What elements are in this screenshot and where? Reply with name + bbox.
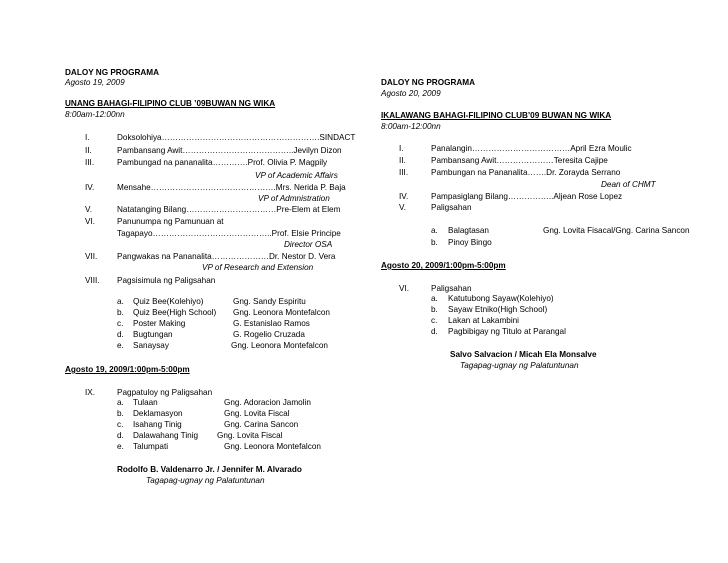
contest-name: Isahang Tinig bbox=[133, 420, 182, 429]
contest-name: Deklamasyon bbox=[133, 409, 183, 418]
program-item-continued: Tagapayo……………………………………..Prof. Elsie Principe bbox=[117, 229, 341, 238]
contest-letter: b. bbox=[117, 409, 124, 418]
program-item: Pagsisimula ng Paligsahan bbox=[117, 276, 216, 285]
contest-name: Dalawahang Tinig bbox=[133, 431, 199, 440]
contest-letter: c. bbox=[117, 319, 124, 328]
contest-judge: Gng. Leonora Montefalcon bbox=[233, 308, 330, 317]
program-item: Pangwakas na Pananalita…………………Dr. Nestor D. Vera bbox=[117, 252, 336, 261]
item-number: V. bbox=[85, 205, 92, 214]
program-item: Pambansang Awit…………………………………..Jevilyn Dizon bbox=[117, 146, 342, 155]
left-section-time: 8:00am-12:00nn bbox=[65, 110, 125, 119]
contest-judge: G. Rogelio Cruzada bbox=[233, 330, 305, 339]
contest-letter: d. bbox=[117, 330, 124, 339]
item-number: IV. bbox=[399, 192, 409, 201]
contest-letter: d. bbox=[117, 431, 124, 440]
contest-judge: Gng. Leonora Montefalcon bbox=[231, 341, 328, 350]
program-item: Paligsahan bbox=[431, 284, 472, 293]
item-number: II. bbox=[85, 146, 92, 155]
program-item: Panunumpa ng Pamunuan at bbox=[117, 217, 224, 226]
contest-name: Sanaysay bbox=[133, 341, 169, 350]
contest-letter: e. bbox=[117, 341, 124, 350]
program-item: Pambansang Awit…………………Teresita Cajipe bbox=[431, 156, 608, 165]
afternoon-title: Agosto 19, 2009/1:00pm-5:00pm bbox=[65, 365, 190, 374]
item-number: VI. bbox=[85, 217, 96, 226]
item-number: V. bbox=[399, 203, 406, 212]
contest-judge: Gng. Lovita Fisacal/Gng. Carina Sancon bbox=[543, 226, 690, 235]
contest-letter: b. bbox=[431, 305, 438, 314]
item-number: II. bbox=[399, 156, 406, 165]
program-item: Pambungad na pananalita………….Prof. Olivia P. Magpily bbox=[117, 158, 328, 167]
left-date: Agosto 19, 2009 bbox=[65, 78, 125, 87]
contest-letter: b. bbox=[431, 238, 438, 247]
left-title: DALOY NG PROGRAMA bbox=[65, 68, 160, 77]
item-number: VI. bbox=[399, 284, 410, 293]
item-number: I. bbox=[85, 133, 90, 142]
contest-judge: Gng. Sandy Espiritu bbox=[233, 297, 306, 306]
program-item: Paligsahan bbox=[431, 203, 472, 212]
contest-name: Pinoy Bingo bbox=[448, 238, 492, 247]
item-number: III. bbox=[85, 158, 95, 167]
contest-name: Tulaan bbox=[133, 398, 158, 407]
item-number: III. bbox=[399, 168, 409, 177]
item-number: VIII. bbox=[85, 276, 100, 285]
program-item: Panalangin………………………………April Ezra Moulic bbox=[431, 144, 632, 153]
item-number: I. bbox=[399, 144, 404, 153]
contest-name: Sayaw Etniko(High School) bbox=[448, 305, 548, 314]
program-item: Pampasiglang Bilang……………..Aljean Rose Lopez bbox=[431, 192, 623, 201]
right-hosts-role: Tagapag-ugnay ng Palatuntunan bbox=[460, 361, 579, 370]
contest-letter: a. bbox=[117, 297, 124, 306]
contest-letter: d. bbox=[431, 327, 438, 336]
contest-name: Poster Making bbox=[133, 319, 186, 328]
program-item: Natatanging Bilang……………………………Pre-Elem at Elem bbox=[117, 205, 341, 214]
contest-letter: c. bbox=[431, 316, 438, 325]
contest-name: Talumpati bbox=[133, 442, 169, 451]
right-section-title: IKALAWANG BAHAGI-FILIPINO CLUB’09 BUWAN NG WIKA bbox=[381, 111, 612, 120]
program-item: Mensahe……………………………………….Mrs. Nerida P. Baja bbox=[117, 183, 346, 192]
contest-name: Quiz Bee(Kolehiyo) bbox=[133, 297, 204, 306]
contest-judge: Gng. Leonora Montefalcon bbox=[224, 442, 321, 451]
speaker-role: VP of Admnistration bbox=[258, 194, 330, 203]
right-afternoon-title: Agosto 20, 2009/1:00pm-5:00pm bbox=[381, 261, 506, 270]
contest-name: Bugtungan bbox=[133, 330, 173, 339]
contest-letter: a. bbox=[431, 226, 438, 235]
contest-judge: Gng. Lovita Fiscal bbox=[224, 409, 290, 418]
speaker-role: VP of Research and Extension bbox=[202, 263, 314, 272]
contest-judge: G. Estanislao Ramos bbox=[233, 319, 310, 328]
program-item: Pagpatuloy ng Paligsahan bbox=[117, 388, 213, 397]
contest-letter: e. bbox=[117, 442, 124, 451]
item-number: VII. bbox=[85, 252, 98, 261]
contest-name: Katutubong Sayaw(Kolehiyo) bbox=[448, 294, 554, 303]
right-date: Agosto 20, 2009 bbox=[381, 89, 441, 98]
contest-letter: a. bbox=[117, 398, 124, 407]
contest-letter: b. bbox=[117, 308, 124, 317]
left-section-title: UNANG BAHAGI-FILIPINO CLUB ’09BUWAN NG WIKA bbox=[65, 99, 276, 108]
contest-judge: Gng. Adoracion Jamolin bbox=[224, 398, 311, 407]
speaker-role: Dean of CHMT bbox=[601, 180, 656, 189]
right-title: DALOY NG PROGRAMA bbox=[381, 78, 476, 87]
speaker-role: VP of Academic Affairs bbox=[255, 171, 338, 180]
contest-letter: a. bbox=[431, 294, 438, 303]
contest-judge: Gng. Carina Sancon bbox=[224, 420, 299, 429]
item-number: IV. bbox=[85, 183, 95, 192]
contest-name: Balagtasan bbox=[448, 226, 489, 235]
contest-letter: c. bbox=[117, 420, 124, 429]
right-section-time: 8:00am-12:00nn bbox=[381, 122, 441, 131]
hosts: Rodolfo B. Valdenarro Jr. / Jennifer M. Alvarado bbox=[117, 465, 302, 474]
hosts-role: Tagapag-ugnay ng Palatuntunan bbox=[146, 476, 265, 485]
right-hosts: Salvo Salvacion / Micah Ela Monsalve bbox=[450, 350, 597, 359]
speaker-role: Director OSA bbox=[284, 240, 333, 249]
contest-name: Lakan at Lakambini bbox=[448, 316, 520, 325]
program-item: Doksolohiya………………………………………………….SINDACT bbox=[117, 133, 356, 142]
program-item: Pambungan na Pananalita…….Dr. Zorayda Serrano bbox=[431, 168, 621, 177]
contest-judge: Gng. Lovita Fiscal bbox=[217, 431, 283, 440]
contest-name: Pagbibigay ng Titulo at Parangal bbox=[448, 327, 566, 336]
item-number: IX. bbox=[85, 388, 96, 397]
contest-name: Quiz Bee(High School) bbox=[133, 308, 217, 317]
